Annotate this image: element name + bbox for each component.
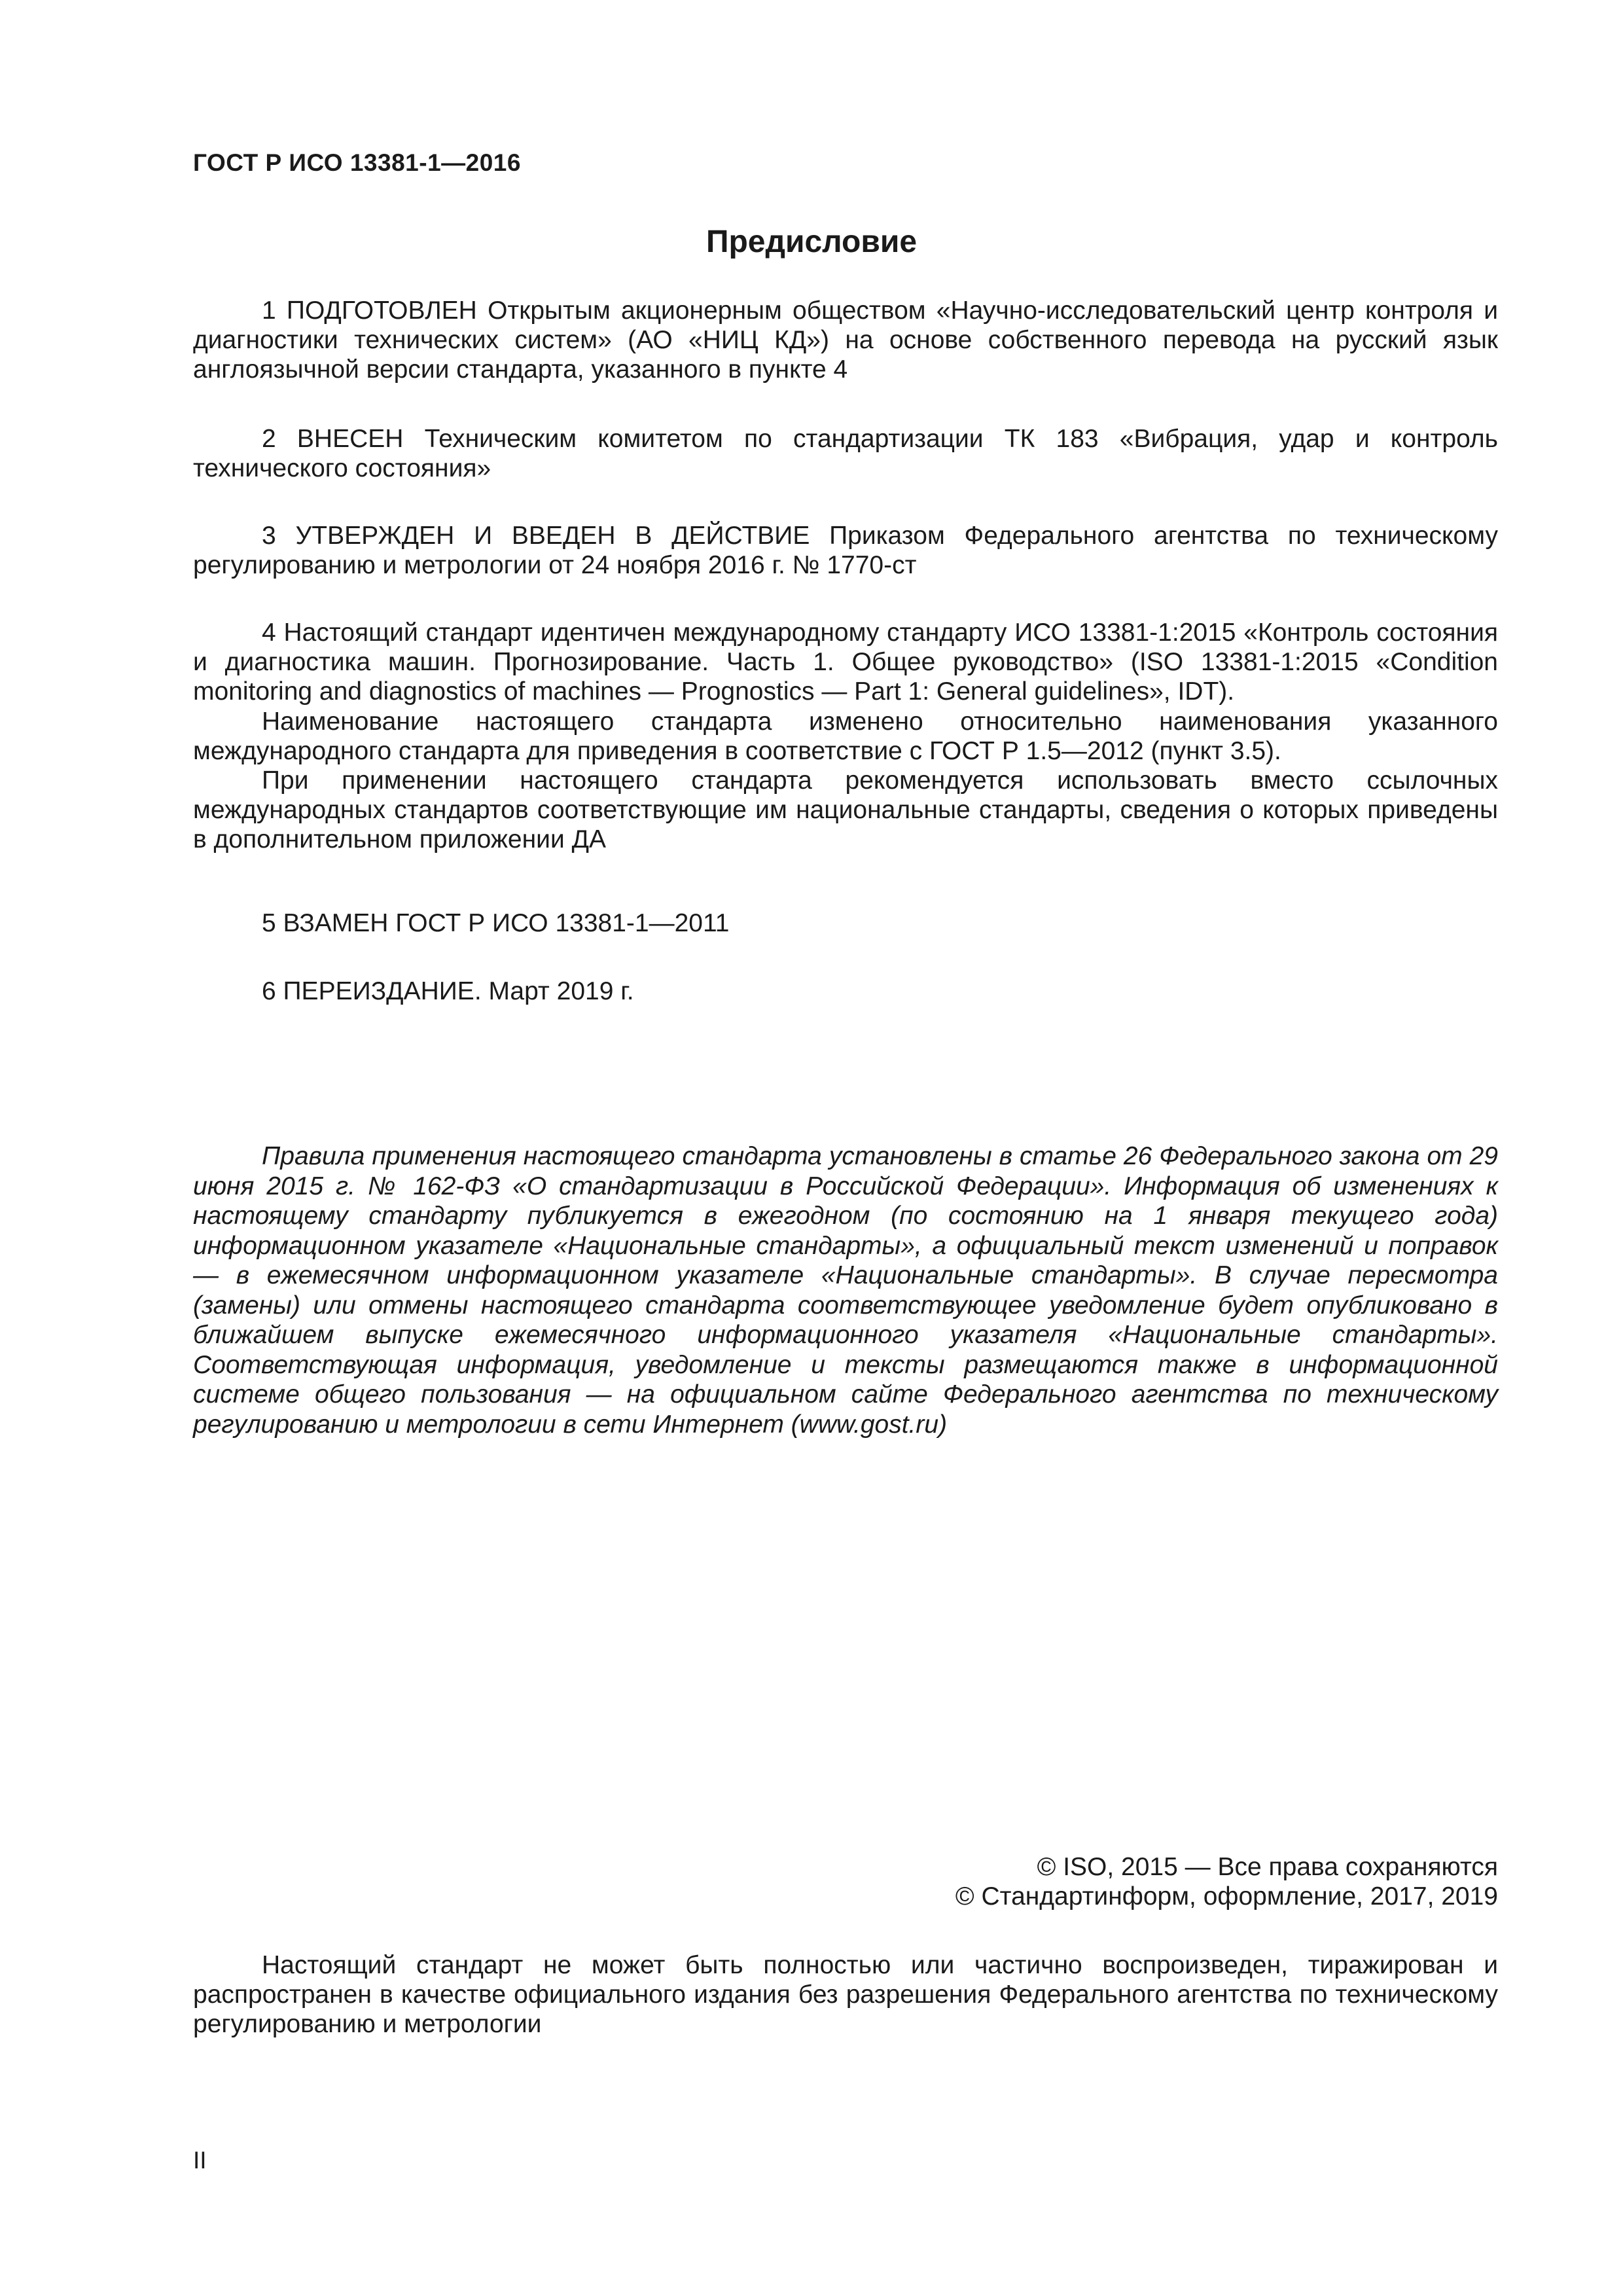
foreword-item-5: 5 ВЗАМЕН ГОСТ Р ИСО 13381-1—2011: [262, 909, 730, 937]
foreword-item-4: 4 Настоящий стандарт идентичен международному стандарту ИСО 13381-1:2015 «Контроль состояния и диагностика машин. Прогнозирование. Часть 1. Общее руководство» (ISO 13381-1:2015 «Condition monitoring and diagnostics of machines — Prognostics — Part 1: General guidelines», IDT).: [193, 619, 1498, 706]
copyright-standartinform: © Стандартинформ, оформление, 2017, 2019: [955, 1882, 1498, 1910]
application-rules-notice: Правила применения настоящего стандарта установлены в статье 26 Федерального закона от 29 июня 2015 г. № 162-ФЗ «О стандартизации в Российской Федерации». Информация об изменениях к настоящему стандарту публикуется в ежегодном (по состоянию на 1 января текущего года) информационном указателе «Национальные стандарты», а официальный текст изменений и поправок — в ежемесячном информационном указателе «Национальные стандарты». В случае пересмотра (замены) или отмены настоящего стандарта соответствующее уведомление будет опубликовано в ближайшем выпуске ежемесячного информационного указателя «Национальные стандарты». Соответствующая информация, уведомление и тексты размещаются также в информационной системе общего пользования — на официальном сайте Федерального агентства по техническому регулированию и метрологии в сети Интернет (www.gost.ru): [193, 1142, 1498, 1439]
foreword-item-4-reference-note: При применении настоящего стандарта рекомендуется использовать вместо ссылочных международных стандартов соответствующие им национальные стандарты, сведения о которых приведены в дополнительном приложении ДА: [193, 766, 1498, 853]
copyright-iso: © ISO, 2015 — Все права сохраняются: [1037, 1853, 1498, 1881]
copyright-block: [955, 1852, 1498, 1911]
page-number: II: [193, 2147, 207, 2174]
document-code: ГОСТ Р ИСО 13381-1—2016: [193, 149, 521, 176]
foreword-item-2: 2 ВНЕСЕН Техническим комитетом по стандартизации ТК 183 «Вибрация, удар и контроль технического состояния»: [193, 425, 1498, 482]
foreword-item-6: 6 ПЕРЕИЗДАНИЕ. Март 2019 г.: [262, 977, 634, 1005]
page-title: Предисловие: [705, 224, 918, 259]
reproduction-notice: Настоящий стандарт не может быть полностью или частично воспроизведен, тиражирован и распространен в качестве официального издания без разрешения Федерального агентства по техническому регулированию и метрологии: [193, 1951, 1498, 2038]
foreword-item-4-name-note: Наименование настоящего стандарта изменено относительно наименования указанного международного стандарта для приведения в соответствие с ГОСТ Р 1.5—2012 (пункт 3.5).: [193, 708, 1498, 765]
foreword-item-1: 1 ПОДГОТОВЛЕН Открытым акционерным обществом «Научно-исследовательский центр контроля и диагностики технических систем» (АО «НИЦ КД») на основе собственного перевода на русский язык англоязычной версии стандарта, указанного в пункте 4: [193, 296, 1498, 384]
foreword-item-3: 3 УТВЕРЖДЕН И ВВЕДЕН В ДЕЙСТВИЕ Приказом Федерального агентства по техническому регулированию и метрологии от 24 ноября 2016 г. № 1770-ст: [193, 522, 1498, 579]
